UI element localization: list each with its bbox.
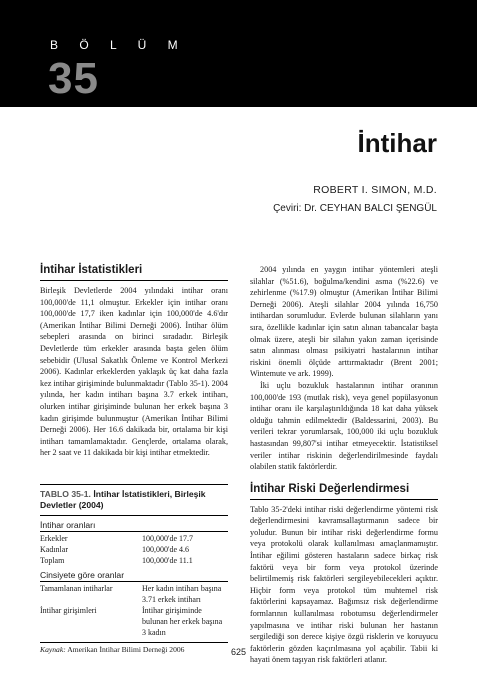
table-35-1 bbox=[40, 484, 228, 655]
translator: Çeviri: Dr. CEYHAN BALCI ŞENGÜL bbox=[273, 203, 437, 214]
right-column bbox=[250, 264, 438, 666]
table-row bbox=[40, 544, 228, 555]
table-cell-label: Kadınlar bbox=[40, 545, 68, 554]
bipolar-paragraph: İki uçlu bozukluk hastalarının intihar oranının 100,000'de 193 (mutlak risk), veya genel popülasyonun intihar oranı ile karşılaştırıldığında 18 kat daha yüksek olduğu tahmin edilmektedir (Baldessarini, 2003). Bu verileri tekrar yorumlarsak, 100,000 iki uçlu bozukluk hastasından 99,807'si intihar etmeyecektir. İstatistiksel veriler intihar riskinin değerlendirilmesinde faydalı olabilen statik faktörlerdir. bbox=[250, 380, 438, 472]
section-heading-statistics: İntihar İstatistikleri bbox=[40, 264, 228, 281]
page-number: 625 bbox=[230, 647, 247, 657]
risk-assessment-paragraph: Tablo 35-2'deki intihar riski değerlendirme yöntemi risk değerlendirmesini kavramsallaştırmanın sadece bir yoludur. Bunun bir intihar riski değerlendirme formu veya protokolü olarak kullanılması amaçlanmamıştır. İntihar eğilimi gösteren hastaların sadece birkaç risk faktörü veya bir form veya protokol üzerinde belirtilmemiş risk faktörleri sergileyebilecekleri açıktır. Hiçbir form veya protokol tüm muhtemel risk faktörlerini kapsayamaz. Bağımsız risk değerlendirme formlarının kullanılması robotumsu değerlendirmeler yapılmasına ve intihar riski bulunan her hastanın sergilediği son derece kişiye özgü risklerin ve koruyucu faktörlerin gözden kaçırılmasına yol açabilir. Tabii ki hayati önem taşıyan risk faktörleri atlanır. bbox=[250, 504, 438, 665]
table-cell-label: Toplam bbox=[40, 556, 65, 565]
table-section-rates: İntihar oranları bbox=[40, 520, 228, 532]
table-row bbox=[40, 605, 228, 638]
table-number: TABLO 35-1. bbox=[40, 489, 91, 499]
table-cell-value: 100,000'de 4.6 bbox=[142, 545, 189, 554]
table-title bbox=[40, 484, 228, 516]
table-section-gender: Cinsiyete göre oranlar bbox=[40, 570, 228, 582]
chapter-number: 35 bbox=[48, 54, 99, 103]
chapter-label: B Ö L Ü M bbox=[50, 38, 187, 52]
statistics-paragraph: Birleşik Devletlerde 2004 yılındaki intihar oranı 100,000'de 11,1 olmuştur. Erkekler için intihar oranı 100,000'de 17,7 iken kadınlar için 100,000'de 4.6'dır (Amerikan İntihar Bilimi Derneği 2006). İntihar ölüm sebepleri arasında on birinci sıradadır. Birleşik Devletlerde tüm erkekler arasında başta gelen ölüm sebebidir (Ulusal Sakatlık Önleme ve Kontrol Merkezi 2006). Kadınlar erkeklerden yaklaşık üç kat daha fazla kez intihar girişiminde bulunmaktadır (Tablo 35-1). 2004 yılında, her kadın intiharı başına 3.7 erkek intiharı, olurken intihar girişiminde bulunan her erkek başına 3 kadın girişimde bulunmuştur (Amerikan İntihar Bilimi Derneği 2006). Her 16.6 dakikada bir, ortalama bir kişi intiharı tamamlamaktadır. Gençlerde, ortalama olarak, her 2 saat ve 11 dakikada bir kişi intihar etmektedir. bbox=[40, 286, 228, 458]
table-cell-label: İntihar girişimleri bbox=[40, 606, 97, 615]
table-cell-value: 100,000'de 17.7 bbox=[142, 534, 193, 543]
source-text: Amerikan İntihar Bilimi Derneği 2006 bbox=[65, 645, 185, 654]
methods-paragraph: 2004 yılında en yaygın intihar yöntemleri ateşli silahlar (%51.6), boğulma/kendini asma (%22.6) ve zehirlenme (%17.9) olmuştur (Amerikan İntihar Bilimi Derneği 2006). Ateşli silahlar 2004 yılında 16,750 intihardan sorumludur. Evlerde bulunan silahların yanı sıra, özellikle kadınlar için satın alınan tabancalar başta olmak üzere, ateşli bir silahın yakın zaman içerisinde satın alınması olması psikiyatri hastalarının intihar riskini önemli ölçüde arttırmaktadır (Brent 2001; Wintemute ve ark. 1999). bbox=[250, 265, 438, 379]
table-cell-label: Tamamlanan intiharlar bbox=[40, 584, 113, 593]
left-column bbox=[40, 264, 228, 459]
table-row bbox=[40, 555, 228, 566]
table-cell-value: 100,000'de 11.1 bbox=[142, 556, 193, 565]
section-heading-risk-assessment: İntihar Riski Değerlendirmesi bbox=[250, 483, 438, 500]
table-row bbox=[40, 583, 228, 605]
table-cell-value: İntihar girişiminde bulunan her erkek başına 3 kadın bbox=[142, 606, 223, 637]
table-cell-label: Erkekler bbox=[40, 534, 68, 543]
source-label: Kaynak: bbox=[40, 645, 66, 654]
table-caption: İntihar İstatistikleri, Birleşik Devletler (2004) bbox=[40, 489, 206, 510]
table-cell-value: Her kadın intiharı başına 3.71 erkek intiharı bbox=[142, 584, 222, 604]
author: ROBERT I. SIMON, M.D. bbox=[313, 184, 437, 196]
chapter-title: İntihar bbox=[357, 128, 437, 158]
chapter-header-band bbox=[0, 0, 477, 107]
table-row bbox=[40, 533, 228, 544]
